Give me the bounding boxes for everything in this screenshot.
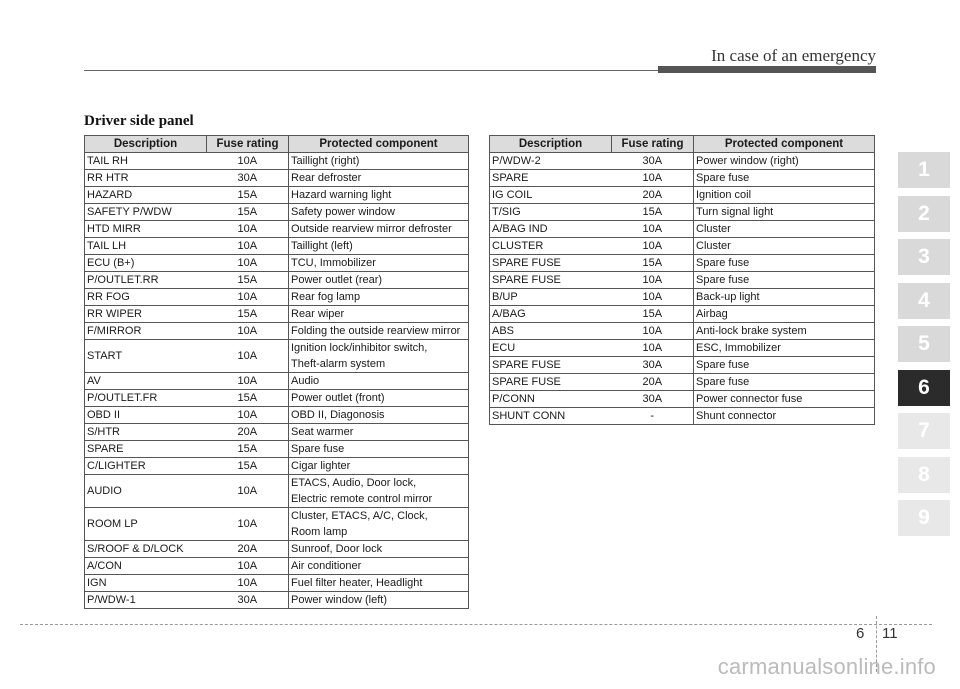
footer-page-number: 11 — [882, 625, 898, 642]
protected-component-cell: Rear fog lamp — [289, 289, 469, 306]
table-row — [490, 272, 875, 289]
protected-component-cell: Outside rearview mirror defroster — [289, 221, 469, 238]
protected-component-cell — [289, 475, 469, 508]
description-cell: ECU — [490, 340, 612, 357]
description-cell: F/MIRROR — [85, 323, 207, 340]
protected-component-cell: Turn signal light — [694, 204, 875, 221]
table-row — [85, 255, 469, 272]
table-row — [85, 187, 469, 204]
fuse-rating-cell: 15A — [207, 187, 289, 204]
description-cell: SAFETY P/WDW — [85, 204, 207, 221]
description-cell: RR HTR — [85, 170, 207, 187]
fuse-rating-cell: 10A — [207, 575, 289, 592]
protected-component-cell: Hazard warning light — [289, 187, 469, 204]
table-row — [490, 187, 875, 204]
fuse-rating-cell: 10A — [207, 508, 289, 541]
table-row — [85, 575, 469, 592]
description-cell: SPARE FUSE — [490, 272, 612, 289]
description-cell: T/SIG — [490, 204, 612, 221]
protected-component-cell: Cluster — [694, 221, 875, 238]
protected-component-cell: Audio — [289, 373, 469, 390]
protected-component-cell: Power connector fuse — [694, 391, 875, 408]
footer-divider — [20, 624, 932, 625]
protected-component-cell: Spare fuse — [694, 170, 875, 187]
protected-component-cell: Airbag — [694, 306, 875, 323]
protected-component-line: ETACS, Audio, Door lock, — [291, 477, 417, 489]
protected-component-cell: Spare fuse — [289, 441, 469, 458]
fuse-rating-cell: 20A — [207, 424, 289, 441]
column-header-fuse-rating: Fuse rating — [612, 136, 694, 153]
table-row — [85, 424, 469, 441]
table-header-row — [85, 136, 469, 153]
description-cell: TAIL LH — [85, 238, 207, 255]
table-row — [490, 357, 875, 374]
description-cell: ABS — [490, 323, 612, 340]
protected-component-cell: Taillight (right) — [289, 153, 469, 170]
header-rule — [84, 70, 664, 71]
table-row — [85, 204, 469, 221]
chapter-tab-1[interactable]: 1 — [898, 152, 950, 188]
description-cell: SPARE — [490, 170, 612, 187]
protected-component-cell: Power outlet (front) — [289, 390, 469, 407]
description-cell: SPARE — [85, 441, 207, 458]
description-cell: A/BAG IND — [490, 221, 612, 238]
protected-component-cell: OBD II, Diagonosis — [289, 407, 469, 424]
description-cell: ECU (B+) — [85, 255, 207, 272]
protected-component-cell: Ignition coil — [694, 187, 875, 204]
table-row — [85, 441, 469, 458]
table-row — [85, 508, 469, 541]
table-row — [85, 458, 469, 475]
table-row — [85, 238, 469, 255]
protected-component-line: Cluster, ETACS, A/C, Clock, — [291, 510, 428, 522]
fuse-rating-cell: 30A — [207, 170, 289, 187]
protected-component-cell: Rear defroster — [289, 170, 469, 187]
description-cell: HTD MIRR — [85, 221, 207, 238]
table-row — [85, 592, 469, 609]
description-cell: AV — [85, 373, 207, 390]
footer-chapter-number: 6 — [856, 625, 865, 642]
watermark-text: carmanualsonline.info — [717, 654, 936, 679]
description-cell: HAZARD — [85, 187, 207, 204]
description-cell: A/CON — [85, 558, 207, 575]
column-header-protected-component: Protected component — [694, 136, 875, 153]
fuse-rating-cell: 30A — [612, 357, 694, 374]
protected-component-cell: Seat warmer — [289, 424, 469, 441]
table-row — [85, 153, 469, 170]
protected-component-cell: Taillight (left) — [289, 238, 469, 255]
table-row — [85, 306, 469, 323]
fuse-rating-cell: 10A — [207, 373, 289, 390]
chapter-tab-6[interactable]: 6 — [898, 370, 950, 406]
description-cell: CLUSTER — [490, 238, 612, 255]
description-cell: B/UP — [490, 289, 612, 306]
fuse-rating-cell: 10A — [612, 289, 694, 306]
protected-component-cell: TCU, Immobilizer — [289, 255, 469, 272]
description-cell: IGN — [85, 575, 207, 592]
column-header-protected-component: Protected component — [289, 136, 469, 153]
fuse-rating-cell: - — [612, 408, 694, 425]
description-cell: SHUNT CONN — [490, 408, 612, 425]
description-cell: S/HTR — [85, 424, 207, 441]
fuse-rating-cell: 10A — [207, 558, 289, 575]
table-row — [85, 475, 469, 508]
fuse-rating-cell: 10A — [207, 475, 289, 508]
description-cell: AUDIO — [85, 475, 207, 508]
protected-component-cell: Spare fuse — [694, 272, 875, 289]
description-cell: TAIL RH — [85, 153, 207, 170]
chapter-tab-list — [898, 152, 950, 544]
description-cell: SPARE FUSE — [490, 374, 612, 391]
fuse-rating-cell: 10A — [612, 272, 694, 289]
table-row — [490, 374, 875, 391]
table-row — [85, 170, 469, 187]
chapter-tab-9[interactable]: 9 — [898, 500, 950, 536]
fuse-rating-cell: 20A — [612, 374, 694, 391]
table-row — [490, 221, 875, 238]
description-cell: A/BAG — [490, 306, 612, 323]
fuse-rating-cell: 15A — [612, 255, 694, 272]
protected-component-cell: Spare fuse — [694, 357, 875, 374]
fuse-rating-cell: 20A — [612, 187, 694, 204]
description-cell: RR WIPER — [85, 306, 207, 323]
table-row — [490, 238, 875, 255]
fuse-rating-cell: 10A — [207, 323, 289, 340]
protected-component-cell: Air conditioner — [289, 558, 469, 575]
table-row — [85, 541, 469, 558]
description-cell: START — [85, 340, 207, 373]
table-row — [490, 340, 875, 357]
fuse-rating-cell: 10A — [207, 221, 289, 238]
description-cell: IG COIL — [490, 187, 612, 204]
description-cell: SPARE FUSE — [490, 357, 612, 374]
fuse-rating-cell: 10A — [207, 340, 289, 373]
table-row — [85, 272, 469, 289]
chapter-tab-4[interactable]: 4 — [898, 283, 950, 319]
table-row — [490, 306, 875, 323]
table-row — [85, 390, 469, 407]
fuse-rating-cell: 10A — [612, 221, 694, 238]
description-cell: ROOM LP — [85, 508, 207, 541]
protected-component-cell: Shunt connector — [694, 408, 875, 425]
chapter-header-title: In case of an emergency — [711, 46, 876, 65]
description-cell: RR FOG — [85, 289, 207, 306]
table-row — [490, 289, 875, 306]
fuse-table-right-body — [490, 153, 875, 425]
table-row — [490, 170, 875, 187]
protected-component-cell: Safety power window — [289, 204, 469, 221]
chapter-tab-5[interactable]: 5 — [898, 326, 950, 362]
protected-component-cell — [289, 340, 469, 373]
table-row — [85, 407, 469, 424]
protected-component-cell: Spare fuse — [694, 255, 875, 272]
table-row — [85, 289, 469, 306]
protected-component-line: Room lamp — [291, 526, 348, 538]
fuse-table-left — [84, 135, 469, 609]
table-row — [490, 391, 875, 408]
fuse-rating-cell: 30A — [612, 391, 694, 408]
fuse-rating-cell: 10A — [207, 407, 289, 424]
fuse-rating-cell: 15A — [207, 390, 289, 407]
protected-component-cell: Power outlet (rear) — [289, 272, 469, 289]
protected-component-cell: Spare fuse — [694, 374, 875, 391]
fuse-rating-cell: 30A — [612, 153, 694, 170]
fuse-table-left-body — [85, 153, 469, 609]
fuse-rating-cell: 10A — [612, 238, 694, 255]
fuse-rating-cell: 10A — [207, 238, 289, 255]
chapter-tab-2[interactable]: 2 — [898, 196, 950, 232]
fuse-rating-cell: 10A — [207, 289, 289, 306]
fuse-table-right — [489, 135, 875, 425]
protected-component-line: Ignition lock/inhibitor switch, — [291, 342, 428, 354]
protected-component-cell: Power window (right) — [694, 153, 875, 170]
fuse-rating-cell: 10A — [207, 153, 289, 170]
table-row — [490, 255, 875, 272]
description-cell: P/WDW-1 — [85, 592, 207, 609]
protected-component-cell: ESC, Immobilizer — [694, 340, 875, 357]
fuse-rating-cell: 15A — [612, 204, 694, 221]
description-cell: P/OUTLET.RR — [85, 272, 207, 289]
fuse-rating-cell: 15A — [207, 441, 289, 458]
protected-component-cell: Fuel filter heater, Headlight — [289, 575, 469, 592]
fuse-rating-cell: 10A — [612, 340, 694, 357]
protected-component-line: Electric remote control mirror — [291, 493, 433, 505]
fuse-rating-cell: 10A — [207, 255, 289, 272]
column-header-fuse-rating: Fuse rating — [207, 136, 289, 153]
description-cell: SPARE FUSE — [490, 255, 612, 272]
protected-component-cell: Cluster — [694, 238, 875, 255]
column-header-description: Description — [490, 136, 612, 153]
description-cell: C/LIGHTER — [85, 458, 207, 475]
protected-component-cell: Back-up light — [694, 289, 875, 306]
protected-component-cell: Anti-lock brake system — [694, 323, 875, 340]
protected-component-line: Theft-alarm system — [291, 358, 386, 370]
table-header-row — [490, 136, 875, 153]
description-cell: S/ROOF & D/LOCK — [85, 541, 207, 558]
table-row — [85, 340, 469, 373]
fuse-rating-cell: 15A — [612, 306, 694, 323]
description-cell: P/CONN — [490, 391, 612, 408]
table-row — [85, 323, 469, 340]
fuse-rating-cell: 10A — [612, 323, 694, 340]
header-accent-bar — [658, 66, 876, 73]
table-row — [85, 221, 469, 238]
protected-component-cell: Folding the outside rearview mirror — [289, 323, 469, 340]
fuse-rating-cell: 15A — [207, 204, 289, 221]
table-row — [490, 153, 875, 170]
fuse-rating-cell: 15A — [207, 458, 289, 475]
protected-component-cell: Rear wiper — [289, 306, 469, 323]
chapter-tab-3[interactable]: 3 — [898, 239, 950, 275]
chapter-tab-7[interactable]: 7 — [898, 413, 950, 449]
fuse-rating-cell: 20A — [207, 541, 289, 558]
table-row — [490, 408, 875, 425]
protected-component-cell: Sunroof, Door lock — [289, 541, 469, 558]
table-row — [490, 323, 875, 340]
description-cell: OBD II — [85, 407, 207, 424]
table-row — [85, 373, 469, 390]
description-cell: P/OUTLET.FR — [85, 390, 207, 407]
protected-component-cell — [289, 508, 469, 541]
chapter-tab-8[interactable]: 8 — [898, 457, 950, 493]
description-cell: P/WDW-2 — [490, 153, 612, 170]
fuse-rating-cell: 15A — [207, 272, 289, 289]
fuse-rating-cell: 30A — [207, 592, 289, 609]
fuse-rating-cell: 15A — [207, 306, 289, 323]
protected-component-cell: Cigar lighter — [289, 458, 469, 475]
protected-component-cell: Power window (left) — [289, 592, 469, 609]
column-header-description: Description — [85, 136, 207, 153]
table-row — [85, 558, 469, 575]
table-row — [490, 204, 875, 221]
section-title: Driver side panel — [84, 113, 194, 129]
fuse-rating-cell: 10A — [612, 170, 694, 187]
